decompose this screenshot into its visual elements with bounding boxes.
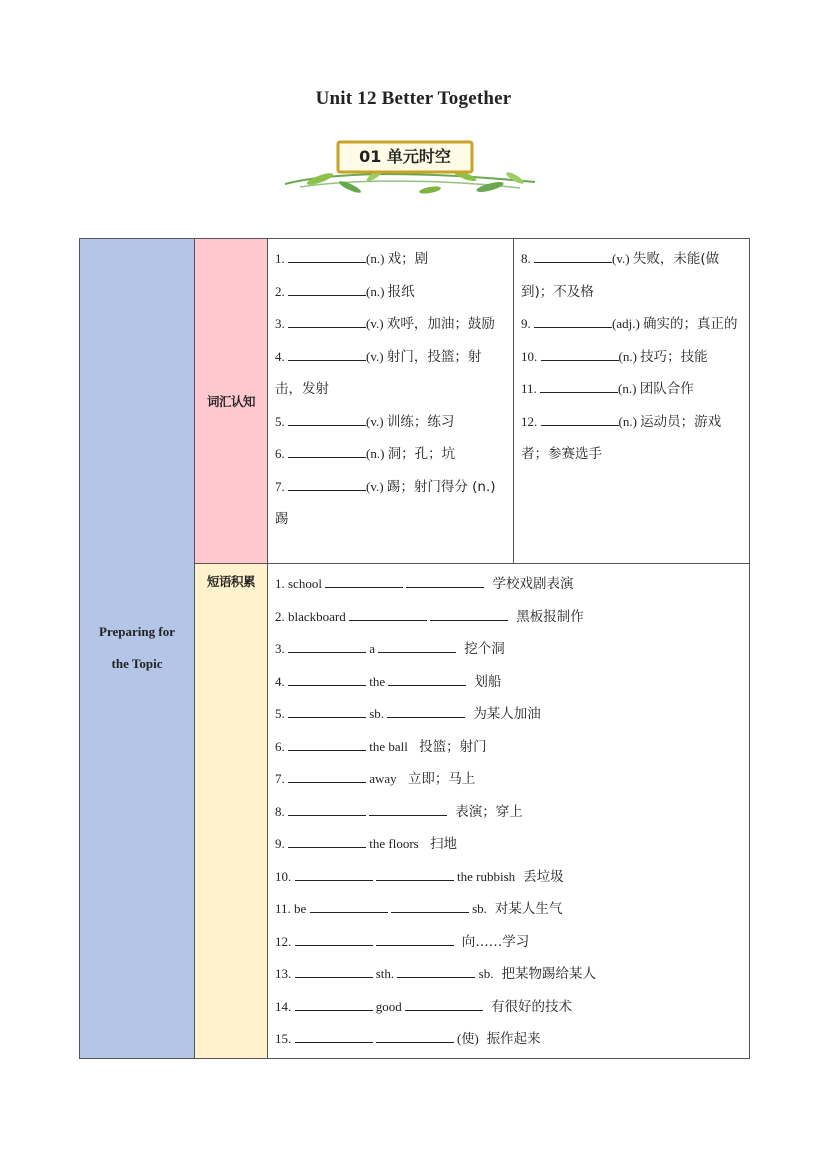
item-meaning: 有很好的技术 [491,998,572,1015]
part-of-speech: (n.) [366,251,388,266]
item-number: 1. [275,251,288,266]
item-meaning: 失败，未能(做到)；不及格 [521,251,720,300]
item-number: 7. [275,478,288,494]
answer-blank[interactable] [310,894,388,913]
vocab-item [275,341,506,406]
vocab-item [521,341,742,374]
item-meaning: 丢垃圾 [523,868,564,885]
phrase-text: sb. [475,966,494,981]
item-number: 15. [275,1031,295,1046]
vocab-item [275,243,506,276]
phrase-text: away [366,771,400,786]
phrase-section-cell [195,564,268,1059]
item-meaning: 欢呼，加油；鼓励 [386,316,495,332]
item-meaning: 为某人加油 [473,706,541,722]
answer-blank[interactable] [288,244,366,263]
vocab-item [521,406,742,471]
part-of-speech: (n.) [366,283,388,299]
answer-blank[interactable] [376,862,454,881]
item-meaning: 报纸 [387,283,415,300]
answer-blank[interactable] [288,634,366,653]
phrase-text: be [294,901,310,916]
topic-label: Preparing for the Topic [99,624,175,672]
phrase-item [275,861,742,894]
vocab-item [521,243,742,308]
answer-blank[interactable] [295,959,373,978]
item-meaning: 戏；剧 [387,251,429,267]
answer-blank[interactable] [397,959,475,978]
item-meaning: 学校戏剧表演 [492,576,574,592]
item-number: 7. [275,771,288,786]
item-meaning: 射门，投篮；射击，发射 [275,348,482,397]
answer-blank[interactable] [376,927,454,946]
item-number: 3. [275,316,288,331]
item-meaning: 挖个洞 [464,641,505,657]
item-meaning: 运动员；游戏者；参赛选手 [521,413,722,462]
phrase-text: school [288,576,326,591]
answer-blank[interactable] [541,342,619,361]
item-meaning: 技巧；技能 [640,348,708,365]
answer-blank[interactable] [391,894,469,913]
page-title: Unit 12 Better Together [315,88,512,109]
phrase-text: the [366,673,389,689]
answer-blank[interactable] [295,1024,373,1043]
phrase-item [275,568,742,601]
phrase-item [275,1023,742,1056]
vocab-left-column [268,239,514,564]
item-number: 12. [275,933,295,949]
answer-blank[interactable] [406,569,484,588]
phrase-text: sth. [372,966,398,981]
phrase-list-column [268,564,750,1059]
item-meaning: 对某人生气 [494,901,563,917]
item-number: 8. [275,803,288,819]
answer-blank[interactable] [405,992,483,1011]
item-number: 3. [275,641,288,656]
vocab-item [275,438,506,471]
vocab-section-cell [195,239,268,564]
phrase-text: blackboard [288,608,350,624]
answer-blank[interactable] [295,927,373,946]
section-banner-label: 01 单元时空 [359,147,451,166]
item-number: 4. [275,348,288,364]
phrase-text: a [366,641,379,656]
item-meaning: 划船 [474,673,502,690]
vocabulary-table [79,238,750,1059]
vocab-item [275,471,506,536]
item-number: 9. [521,316,534,331]
answer-blank[interactable] [376,1024,454,1043]
answer-blank[interactable] [430,602,508,621]
part-of-speech: (n.) [618,381,640,396]
item-number: 10. [275,868,295,884]
item-meaning: 把某物踢给某人 [501,966,596,982]
answer-blank[interactable] [349,602,427,621]
answer-blank[interactable] [288,699,366,718]
item-number: 2. [275,283,288,299]
item-number: 2. [275,608,288,624]
phrase-text: sb. [468,901,487,916]
phrase-item [275,796,742,829]
answer-blank[interactable] [288,797,366,816]
answer-blank[interactable] [369,797,447,816]
part-of-speech: (adj.) [612,316,644,331]
vocab-right-column [514,239,750,564]
answer-blank[interactable] [295,862,373,881]
part-of-speech: (v.) [366,413,387,429]
phrase-item [275,828,742,861]
vocab-item [521,373,742,406]
answer-blank[interactable] [534,309,612,328]
phrase-item [275,731,742,764]
answer-blank[interactable] [288,829,366,848]
phrase-text: good [372,998,405,1014]
item-meaning: 向……学习 [461,933,530,950]
answer-blank[interactable] [288,472,366,491]
phrase-text: the floors [366,836,422,851]
phrase-item [275,633,742,666]
item-number: 4. [275,673,288,689]
phrase-text: (使) [453,1031,479,1046]
item-number: 5. [275,413,288,429]
part-of-speech: (v.) [366,348,387,364]
phrase-text: the rubbish [453,868,516,884]
answer-blank[interactable] [387,699,465,718]
answer-blank[interactable] [540,374,618,393]
phrase-item [275,763,742,796]
item-number: 11. [521,381,541,396]
answer-blank[interactable] [325,569,403,588]
phrase-item [275,926,742,959]
item-meaning: 立即；马上 [407,771,476,787]
item-number: 6. [275,738,288,754]
item-number: 8. [521,251,534,266]
phrase-item [275,698,742,731]
answer-blank[interactable] [295,992,373,1011]
vocab-item [275,308,506,341]
vocab-item [521,308,742,341]
phrase-item [275,991,742,1024]
part-of-speech: (n.) [366,446,388,461]
phrase-text: the ball [366,738,412,754]
answer-blank[interactable] [288,277,366,296]
item-number: 1. [275,576,288,591]
part-of-speech: (n.) [618,413,641,429]
part-of-speech: (v.) [612,251,633,266]
answer-blank[interactable] [288,407,366,426]
phrase-item [275,666,742,699]
answer-blank[interactable] [541,407,619,426]
item-number: 6. [275,446,288,461]
item-meaning: 表演；穿上 [455,803,523,820]
phrase-item [275,601,742,634]
answer-blank[interactable] [288,309,366,328]
answer-blank[interactable] [288,764,366,783]
item-number: 9. [275,836,288,851]
answer-blank[interactable] [288,342,366,361]
phrase-item [275,893,742,926]
part-of-speech: (v.) [366,316,387,331]
item-number: 11. [275,901,295,916]
item-meaning: 训练；练习 [386,413,455,430]
vocab-item [275,406,506,439]
item-number: 10. [521,348,541,364]
phrase-item [275,958,742,991]
item-meaning: 踢；射门得分 (n.) 踢 [275,478,496,527]
part-of-speech: (n.) [618,348,641,364]
phrase-text: sb. [366,706,388,721]
answer-blank[interactable] [378,634,456,653]
item-number: 12. [521,413,541,429]
answer-blank[interactable] [288,667,366,686]
item-number: 13. [275,966,295,981]
item-meaning: 扫地 [429,836,457,852]
answer-blank[interactable] [534,244,612,263]
answer-blank[interactable] [388,667,466,686]
part-of-speech: (v.) [366,478,387,494]
vocab-item [275,276,506,309]
topic-cell [80,239,195,1059]
item-meaning: 黑板报制作 [516,608,584,625]
item-number: 5. [275,706,288,721]
answer-blank[interactable] [288,439,366,458]
item-meaning: 洞；孔；坑 [387,446,456,462]
answer-blank[interactable] [288,732,366,751]
vocab-section-label: 词汇认知 [206,393,255,409]
item-meaning: 振作起来 [486,1031,541,1047]
phrase-section-label: 短语积累 [206,574,255,589]
item-number: 14. [275,998,295,1014]
item-meaning: 团队合作 [639,381,694,397]
item-meaning: 确实的；真正的 [643,316,738,332]
item-meaning: 投篮；射门 [419,738,487,755]
